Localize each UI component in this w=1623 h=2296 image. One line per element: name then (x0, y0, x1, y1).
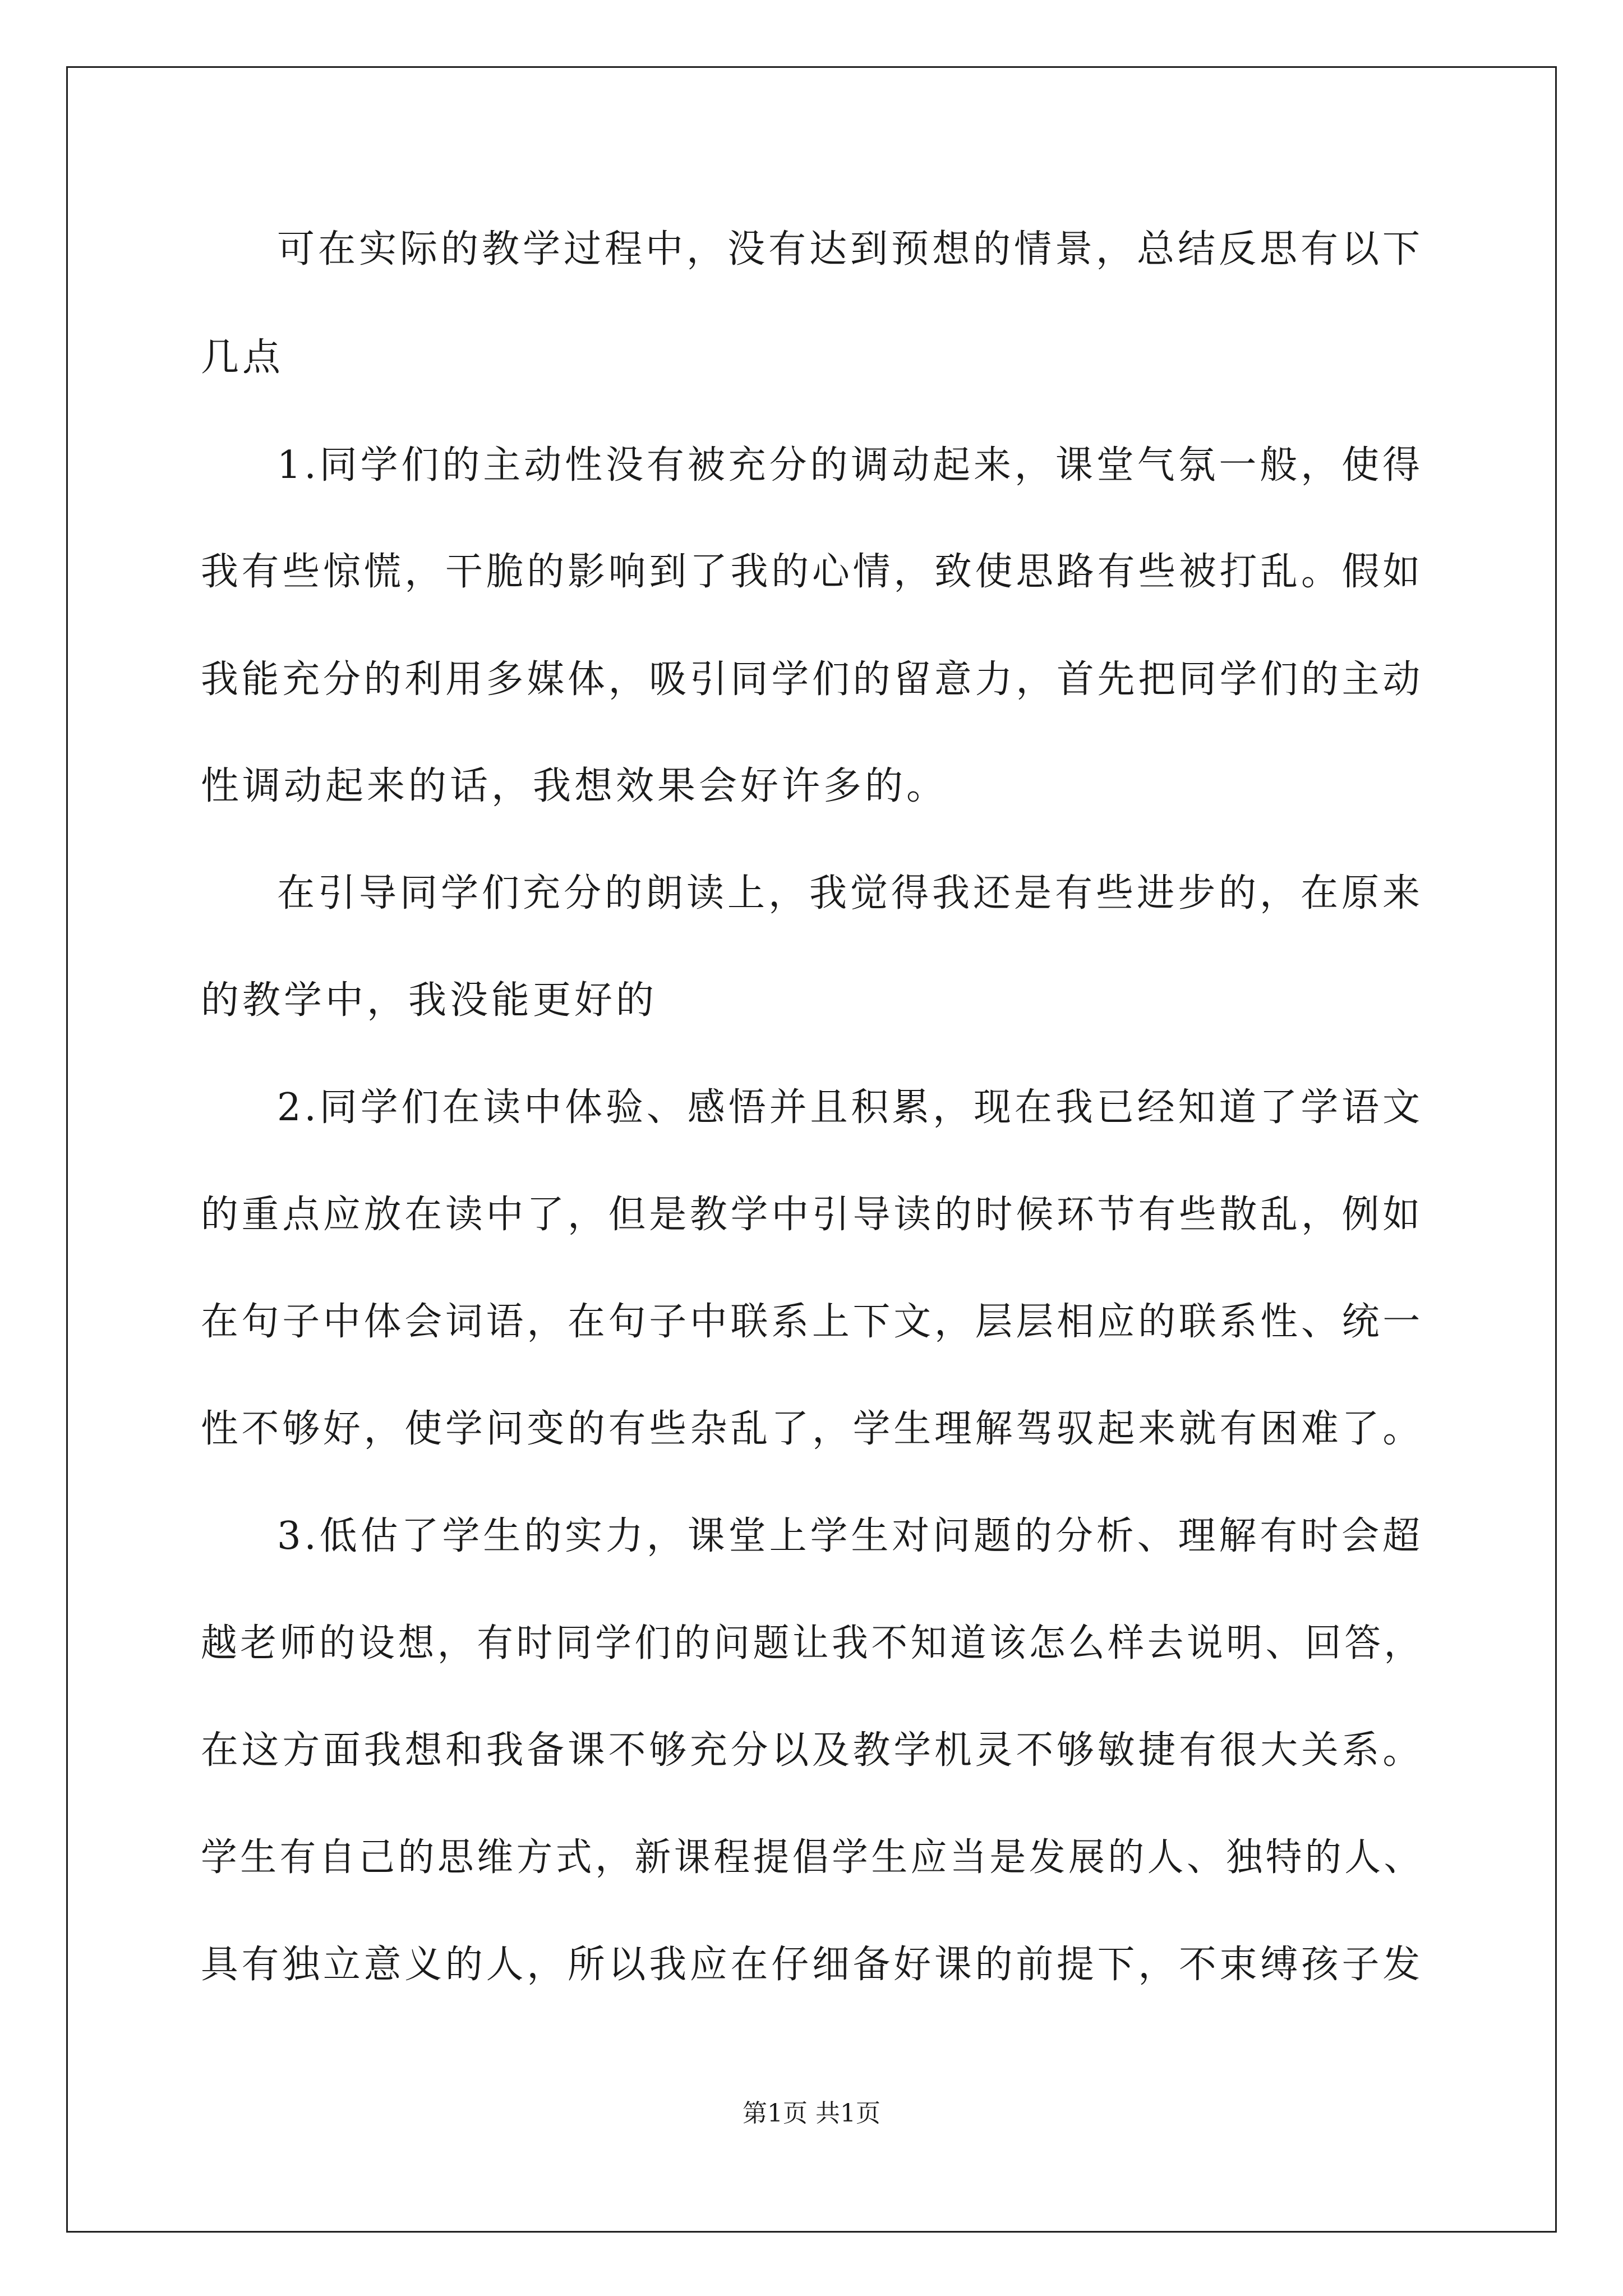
text-line: 我有些惊慌，干脆的影响到了我的心情，致使思路有些被打乱。假如 (201, 550, 1424, 594)
text-line: 越老师的设想，有时同学们的问题让我不知道该怎么样去说明、回答， (201, 1621, 1424, 1665)
text-line: 可在实际的教学过程中，没有达到预想的情景，总结反思有以下 (277, 227, 1424, 272)
text-line: 几点 (201, 335, 284, 380)
page-frame (66, 66, 1557, 2233)
text-line: 在这方面我想和我备课不够充分以及教学机灵不够敏捷有很大关系。 (201, 1728, 1424, 1773)
text-line: 的教学中，我没能更好的 (201, 978, 658, 1023)
text-line: 学生有自己的思维方式，新课程提倡学生应当是发展的人、独特的人、 (201, 1835, 1424, 1880)
text-line: 在句子中体会词语，在句子中联系上下文，层层相应的联系性、统一 (201, 1300, 1424, 1344)
text-line: 我能充分的利用多媒体，吸引同学们的留意力，首先把同学们的主动 (201, 657, 1424, 702)
text-line: 3.低估了学生的实力，课堂上学生对问题的分析、理解有时会超 (277, 1514, 1423, 1558)
text-line: 2.同学们在读中体验、感悟并且积累，现在我已经知道了学语文 (277, 1085, 1423, 1130)
text-line: 1.同学们的主动性没有被充分的调动起来，课堂气氛一般，使得 (277, 443, 1423, 487)
text-line: 性调动起来的话，我想效果会好许多的。 (201, 764, 948, 808)
text-line: 的重点应放在读中了，但是教学中引导读的时候环节有些散乱，例如 (201, 1193, 1424, 1237)
text-line: 性不够好，使学问变的有些杂乱了，学生理解驾驭起来就有困难了。 (201, 1407, 1424, 1451)
page-number-footer: 第1页 共1页 (743, 2099, 880, 2128)
text-line: 具有独立意义的人，所以我应在仔细备好课的前提下，不束缚孩子发 (201, 1943, 1424, 1987)
text-line: 在引导同学们充分的朗读上，我觉得我还是有些进步的，在原来 (277, 871, 1424, 915)
